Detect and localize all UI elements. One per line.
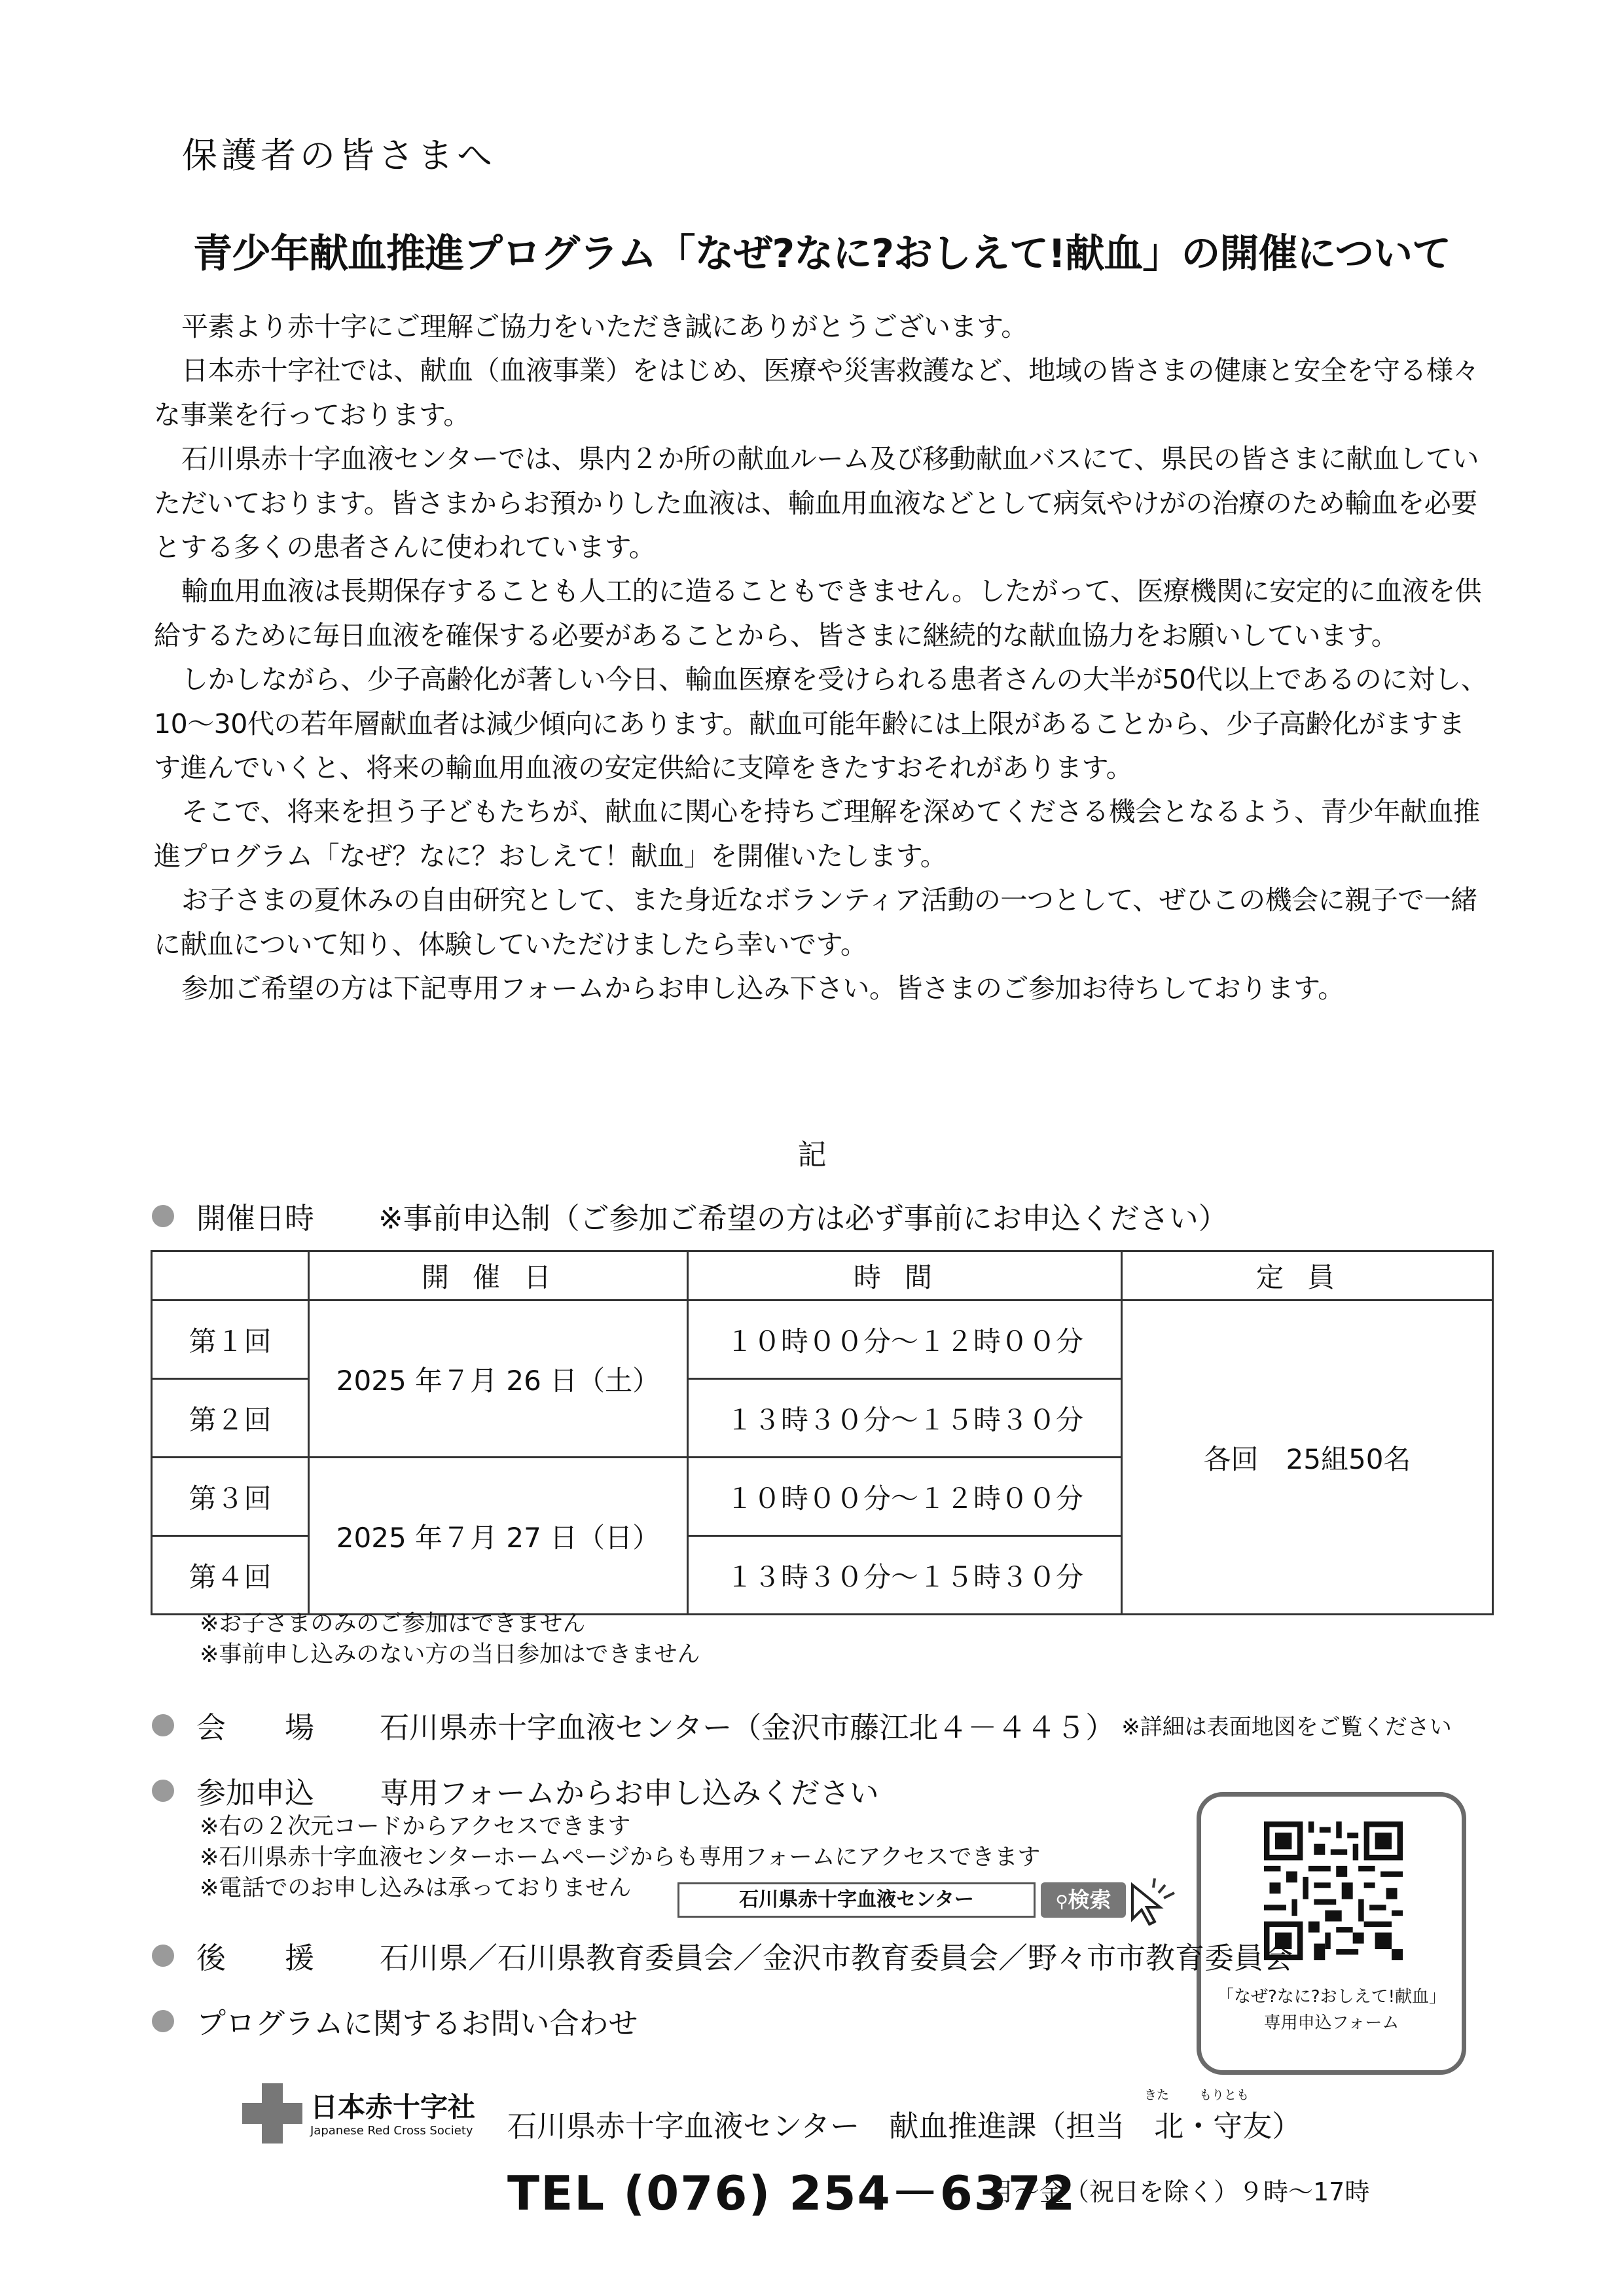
paragraph: 平素より赤十字にご理解ご協力をいただき誠にありがとうございます。 xyxy=(181,311,1028,342)
ruby-moritomo: もりとも xyxy=(1199,2088,1250,2102)
session-cell: 第２回 xyxy=(152,1379,309,1458)
schedule-heading xyxy=(152,1194,1228,1237)
qr-box[interactable] xyxy=(1197,1792,1466,2075)
schedule-table xyxy=(151,1250,1494,1615)
bullet-icon xyxy=(152,1205,174,1227)
contact-dept: 石川県赤十字血液センター 献血推進課（担当 北・守友） xyxy=(507,2109,1302,2144)
application-label: 参加申込 xyxy=(196,1776,315,1810)
paragraph: 日本赤十字社では、献血（血液事業）をはじめ、医療や災害救護など、地域の皆さまの健康と安全を守る様々な事業を行っております。 xyxy=(154,355,1479,431)
support-row xyxy=(152,1934,1293,1977)
note-line: ※電話でのお申し込みは承っておりません xyxy=(200,1875,632,1901)
capacity-cell: 各回 25組50名 xyxy=(1122,1300,1493,1615)
cross-icon xyxy=(242,2083,302,2144)
venue-row xyxy=(152,1704,1452,1746)
body-text xyxy=(154,305,1489,1011)
bullet-icon xyxy=(152,1714,174,1736)
support-label: 後 援 xyxy=(196,1941,315,1975)
qr-caption: 専用申込フォーム xyxy=(1263,2013,1399,2033)
paragraph: 輸血用血液は長期保存することも人工的に造ることもできません。したがって、医療機関に安定的に血液を供給するために毎日血液を確保する必要があることから、皆さまに継続的な献血協力をお願いしています。 xyxy=(154,575,1482,651)
search-input[interactable]: 石川県赤十字血液センター xyxy=(677,1882,1036,1918)
support-value: 石川県／石川県教育委員会／金沢市教育委員会／野々市市教育委員会 xyxy=(380,1941,1293,1975)
table-header-row xyxy=(152,1251,1493,1300)
ruby-kita: きた xyxy=(1144,2088,1170,2102)
venue-value: 石川県赤十字血液センター（金沢市藤江北４－４４５） xyxy=(380,1710,1115,1745)
ki-mark: 記 xyxy=(797,1138,827,1172)
search-button-label: 検索 xyxy=(1068,1887,1111,1912)
time-cell: １３時３０分～１５時３０分 xyxy=(688,1536,1122,1615)
tel-hours: 月～金（祝日を除く）９時～17時 xyxy=(990,2178,1370,2206)
paragraph: そこで、将来を担う子どもたちが、献血に関心を持ちご理解を深めてくださる機会となるよう、青少年献血推進プログラム「なぜ？なに？おしえて！献血」を開催いたします。 xyxy=(154,796,1480,872)
bullet-icon xyxy=(152,2010,174,2032)
search-button[interactable] xyxy=(1041,1882,1126,1918)
header-capacity: 定員 xyxy=(1122,1251,1493,1300)
paragraph: お子さまの夏休みの自由研究として、また身近なボランティア活動の一つとして、ぜひこの機会に親子で一緒に献血について知り、体験していただけましたら幸いです。 xyxy=(154,884,1477,960)
cursor-icon xyxy=(1125,1873,1183,1926)
time-cell: １０時００分～１２時００分 xyxy=(688,1458,1122,1536)
venue-note: ※詳細は表面地図をご覧ください xyxy=(1121,1714,1452,1740)
logo-text-en: Japanese Red Cross Society xyxy=(310,2124,473,2138)
session-cell: 第１回 xyxy=(152,1300,309,1379)
time-cell: １３時３０分～１５時３０分 xyxy=(688,1379,1122,1458)
paragraph: 参加ご希望の方は下記専用フォームからお申し込み下さい。皆さまのご参加お待ちしております。 xyxy=(181,973,1344,1005)
red-cross-logo xyxy=(242,2083,476,2146)
inquiry-row xyxy=(152,2000,638,2042)
date-cell: 2025 年７月 26 日（土） xyxy=(309,1300,688,1458)
search-icon: ⚲ xyxy=(1055,1892,1068,1912)
table-row xyxy=(152,1300,1493,1379)
footnote: ※お子さまのみのご参加はできません xyxy=(200,1611,586,1637)
schedule-label: 開催日時 xyxy=(196,1201,315,1236)
schedule-footnotes xyxy=(200,1609,700,1670)
header-blank xyxy=(152,1251,309,1300)
date-cell: 2025 年７月 27 日（日） xyxy=(309,1458,688,1615)
session-cell: 第３回 xyxy=(152,1458,309,1536)
header-date: 開催日 xyxy=(309,1251,688,1300)
bullet-icon xyxy=(152,1780,174,1802)
footnote: ※事前申し込みのない方の当日参加はできません xyxy=(200,1641,700,1668)
session-cell: 第４回 xyxy=(152,1536,309,1615)
paragraph: 石川県赤十字血液センターでは、県内２か所の献血ルーム及び移動献血バスにて、県民の皆さまに献血していただいております。皆さまからお預かりした血液は、輸血用血液などとして病気やけがの治療のため輸血を必要とする多くの患者さんに使われています。 xyxy=(154,443,1479,564)
logo-text-jp: 日本赤十字社 xyxy=(310,2091,476,2123)
paragraph: しかしながら、少子高齢化が著しい今日、輸血医療を受けられる患者さんの大半が50代以上であるのに対し、10～30代の若年層献血者は減少傾向にあります。献血可能年齢には上限があることから、少子高齢化がますます進んでいくと、将来の輸血用血液の安定供給に支障をきたすおそれがあります。 xyxy=(154,664,1488,784)
greeting: 保護者の皆さまへ xyxy=(182,135,496,176)
time-cell: １０時００分～１２時００分 xyxy=(688,1300,1122,1379)
note-line: ※右の２次元コードからアクセスできます xyxy=(200,1814,631,1840)
schedule-note: ※事前申込制（ご参加ご希望の方は必ず事前にお申込ください） xyxy=(378,1201,1228,1236)
application-row xyxy=(152,1769,879,1812)
inquiry-label: プログラムに関するお問い合わせ xyxy=(196,2006,638,2041)
page-title: 青少年献血推進プログラム「なぜ?なに?おしえて!献血」の開催について xyxy=(193,231,1451,277)
application-value: 専用フォームからお申し込みください xyxy=(380,1776,879,1810)
bullet-icon xyxy=(152,1945,174,1967)
note-line: ※石川県赤十字血液センターホームページからも専用フォームにアクセスできます xyxy=(200,1844,1041,1871)
tel-number: TEL (076) 254－6372 xyxy=(507,2166,1077,2221)
qr-caption: 「なぜ?なに?おしえて!献血」 xyxy=(1216,1987,1447,2007)
header-time: 時間 xyxy=(688,1251,1122,1300)
venue-label: 会 場 xyxy=(196,1710,315,1745)
